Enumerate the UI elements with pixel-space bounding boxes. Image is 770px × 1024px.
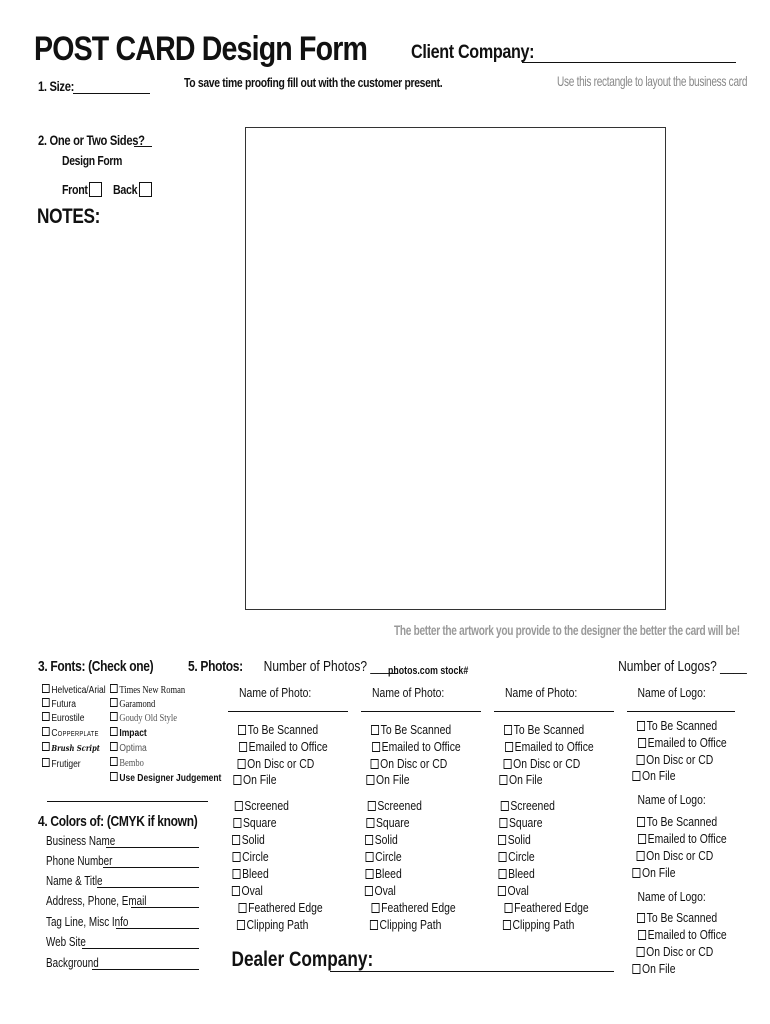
color-business-name-field[interactable] [106, 847, 199, 848]
photo-option[interactable]: On File [366, 772, 409, 787]
color-website-label: Web Site [46, 934, 86, 949]
photo-option[interactable]: Feathered Edge [239, 900, 323, 915]
checkbox[interactable] [365, 886, 373, 896]
font-option[interactable]: Bembo [110, 757, 144, 769]
checkbox[interactable] [233, 852, 241, 862]
logo-option[interactable]: On Disc or CD [637, 848, 714, 863]
photo-option[interactable]: Bleed [366, 866, 402, 881]
checkbox[interactable] [42, 727, 50, 736]
photo-option[interactable]: Emailed to Office [505, 739, 594, 754]
stock-number-label: photos.com stock# [388, 665, 469, 677]
photo-option[interactable]: Emailed to Office [372, 739, 461, 754]
photos-heading: 5. Photos: [188, 658, 243, 675]
photo-option[interactable]: Oval [498, 883, 529, 898]
photo-name-label: Name of Photo: [505, 685, 578, 700]
photo-option[interactable]: On Disc or CD [504, 756, 581, 771]
dealer-company-label: Dealer Company: [231, 948, 374, 971]
font-option[interactable]: Eurostile [42, 712, 84, 724]
checkbox[interactable] [499, 852, 507, 862]
checkbox[interactable] [110, 742, 118, 751]
checkbox[interactable] [637, 817, 645, 827]
back-checkbox[interactable] [139, 182, 152, 197]
checkbox[interactable] [638, 738, 646, 748]
checkbox[interactable] [498, 886, 506, 896]
checkbox[interactable] [110, 712, 118, 721]
checkbox[interactable] [238, 759, 246, 769]
front-checkbox[interactable] [89, 182, 102, 197]
logo-option[interactable]: To Be Scanned [637, 718, 717, 733]
photo-option[interactable]: Circle [366, 849, 402, 864]
checkbox[interactable] [501, 801, 509, 811]
logo-option[interactable]: On File [632, 865, 675, 880]
photo-option[interactable]: Feathered Edge [372, 900, 456, 915]
color-phone-number-field[interactable] [103, 867, 199, 868]
logo-name-label: Name of Logo: [637, 792, 706, 807]
checkbox[interactable] [232, 886, 240, 896]
checkbox[interactable] [366, 869, 374, 879]
checkbox[interactable] [238, 725, 246, 735]
client-company-field[interactable] [522, 62, 736, 63]
checkbox[interactable] [110, 684, 118, 693]
logo-option[interactable]: To Be Scanned [637, 814, 717, 829]
fonts-heading: 3. Fonts: (Check one) [38, 658, 154, 675]
checkbox[interactable] [233, 869, 241, 879]
font-option[interactable]: Impact [110, 727, 147, 739]
photo-name-label: Name of Photo: [372, 685, 445, 700]
color-background-field[interactable] [92, 969, 199, 970]
photo-option[interactable]: On File [499, 772, 542, 787]
logo-name-label: Name of Logo: [637, 889, 706, 904]
photo-option[interactable]: Bleed [499, 866, 535, 881]
font-option[interactable]: Brush Script [42, 742, 100, 754]
checkbox[interactable] [499, 818, 507, 828]
photo-option[interactable]: Circle [499, 849, 535, 864]
photo-option[interactable]: Square [499, 815, 542, 830]
logo-option[interactable]: Emailed to Office [638, 927, 727, 942]
checkbox[interactable] [42, 684, 50, 693]
photo-option[interactable]: To Be Scanned [238, 722, 318, 737]
artwork-tip: The better the artwork you provide to the designer the better the card will be! [394, 622, 740, 638]
photo-option[interactable]: Solid [498, 832, 531, 847]
photo-option[interactable]: Screened [368, 798, 422, 813]
color-tagline-label: Tag Line, Misc Info [46, 914, 129, 929]
front-label: Front [62, 182, 88, 197]
dealer-company-field[interactable] [330, 971, 614, 972]
photo-option[interactable]: Clipping Path [237, 917, 308, 932]
number-of-logos-label: Number of Logos? ____ [618, 658, 747, 675]
checkbox[interactable] [637, 755, 645, 765]
checkbox[interactable] [42, 712, 50, 721]
color-tagline-field[interactable] [116, 928, 199, 929]
font-option[interactable]: Goudy Old Style [110, 712, 177, 724]
checkbox[interactable] [637, 947, 645, 957]
color-address-label: Address, Phone, Email [46, 893, 147, 908]
photo-option[interactable]: To Be Scanned [504, 722, 584, 737]
proofing-tip: To save time proofing fill out with the customer present. [184, 75, 443, 90]
photo-name-field[interactable] [228, 711, 348, 712]
checkbox[interactable] [366, 852, 374, 862]
font-option[interactable]: Use Designer Judgement [110, 772, 221, 784]
photo-option[interactable]: Oval [365, 883, 396, 898]
checkbox[interactable] [110, 698, 118, 707]
checkbox[interactable] [499, 775, 507, 785]
checkbox[interactable] [503, 920, 511, 930]
notes-label: NOTES: [37, 205, 101, 228]
photo-name-field[interactable] [361, 711, 481, 712]
checkbox[interactable] [110, 757, 118, 766]
layout-tip: Use this rectangle to layout the business card [557, 73, 748, 89]
sides-field[interactable] [134, 146, 152, 147]
photo-option[interactable]: Square [366, 815, 409, 830]
font-option[interactable]: Times New Roman [110, 684, 185, 696]
checkbox[interactable] [42, 698, 50, 707]
logo-option[interactable]: On File [632, 768, 675, 783]
checkbox[interactable] [372, 903, 380, 913]
photo-option[interactable]: Emailed to Office [239, 739, 328, 754]
checkbox[interactable] [233, 775, 241, 785]
back-label: Back [113, 182, 138, 197]
photo-option[interactable]: Feathered Edge [505, 900, 589, 915]
checkbox[interactable] [365, 835, 373, 845]
checkbox[interactable] [504, 725, 512, 735]
checkbox[interactable] [637, 913, 645, 923]
checkbox[interactable] [370, 920, 378, 930]
business-card-layout-area[interactable] [245, 127, 666, 610]
checkbox[interactable] [372, 742, 380, 752]
photo-option[interactable]: Bleed [233, 866, 269, 881]
checkbox[interactable] [235, 801, 243, 811]
checkbox[interactable] [505, 903, 513, 913]
checkbox[interactable] [632, 964, 640, 974]
design-form-label: Design Form [62, 153, 123, 168]
checkbox[interactable] [368, 801, 376, 811]
checkbox[interactable] [371, 725, 379, 735]
photo-option[interactable]: Solid [232, 832, 265, 847]
checkbox[interactable] [233, 818, 241, 828]
colors-heading: 4. Colors of: (CMYK if known) [38, 813, 198, 830]
checkbox[interactable] [239, 903, 247, 913]
checkbox[interactable] [638, 834, 646, 844]
font-option[interactable]: Copperplate [42, 727, 99, 739]
photo-option[interactable]: Screened [235, 798, 289, 813]
checkbox[interactable] [42, 758, 50, 767]
logo-option[interactable]: Emailed to Office [638, 735, 727, 750]
font-option[interactable]: Garamond [110, 698, 155, 710]
checkbox[interactable] [632, 868, 640, 878]
sides-label: 2. One or Two Sides? [38, 132, 145, 148]
divider [47, 801, 208, 802]
checkbox[interactable] [505, 742, 513, 752]
checkbox[interactable] [504, 759, 512, 769]
checkbox[interactable] [110, 772, 118, 781]
font-option[interactable]: Optima [110, 742, 147, 754]
photo-option[interactable]: On File [233, 772, 276, 787]
color-name-title-field[interactable] [97, 887, 199, 888]
logo-name-field[interactable] [627, 711, 735, 712]
size-label: 1. Size: [38, 78, 75, 94]
checkbox[interactable] [237, 920, 245, 930]
checkbox[interactable] [637, 851, 645, 861]
photo-option[interactable]: Oval [232, 883, 263, 898]
photo-name-label: Name of Photo: [239, 685, 312, 700]
photo-option[interactable]: To Be Scanned [371, 722, 451, 737]
photo-option[interactable]: Square [233, 815, 276, 830]
photo-option[interactable]: Clipping Path [503, 917, 574, 932]
checkbox[interactable] [366, 818, 374, 828]
photo-option[interactable]: On Disc or CD [238, 756, 315, 771]
checkbox[interactable] [42, 742, 50, 751]
photo-option[interactable]: Circle [233, 849, 269, 864]
color-name-title-label: Name & Title [46, 873, 103, 888]
photo-option[interactable]: On Disc or CD [371, 756, 448, 771]
size-field[interactable] [73, 93, 150, 94]
font-option[interactable]: Frutiger [42, 758, 81, 770]
client-company-label: Client Company: [411, 42, 535, 63]
color-address-field[interactable] [131, 907, 199, 908]
form-title: POST CARD Design Form [34, 30, 368, 68]
checkbox[interactable] [638, 930, 646, 940]
photo-option[interactable]: Solid [365, 832, 398, 847]
color-website-field[interactable] [82, 948, 199, 949]
checkbox[interactable] [499, 869, 507, 879]
color-phone-number-label: Phone Number [46, 853, 113, 868]
font-option[interactable]: Helvetica/Arial [42, 684, 106, 696]
checkbox[interactable] [498, 835, 506, 845]
number-of-photos-label: Number of Photos? ____ [263, 658, 398, 675]
checkbox[interactable] [232, 835, 240, 845]
logo-option[interactable]: On Disc or CD [637, 752, 714, 767]
font-option[interactable]: Futura [42, 698, 76, 710]
checkbox[interactable] [110, 727, 118, 736]
logo-option[interactable]: On File [632, 961, 675, 976]
photo-option[interactable]: Screened [501, 798, 555, 813]
logo-option[interactable]: On Disc or CD [637, 944, 714, 959]
logo-name-label: Name of Logo: [637, 685, 706, 700]
logo-option[interactable]: Emailed to Office [638, 831, 727, 846]
checkbox[interactable] [637, 721, 645, 731]
logo-option[interactable]: To Be Scanned [637, 910, 717, 925]
color-background-label: Background [46, 955, 99, 970]
color-business-name-label: Business Name [46, 833, 116, 848]
photo-name-field[interactable] [494, 711, 614, 712]
checkbox[interactable] [371, 759, 379, 769]
checkbox[interactable] [632, 771, 640, 781]
checkbox[interactable] [239, 742, 247, 752]
photo-option[interactable]: Clipping Path [370, 917, 441, 932]
checkbox[interactable] [366, 775, 374, 785]
